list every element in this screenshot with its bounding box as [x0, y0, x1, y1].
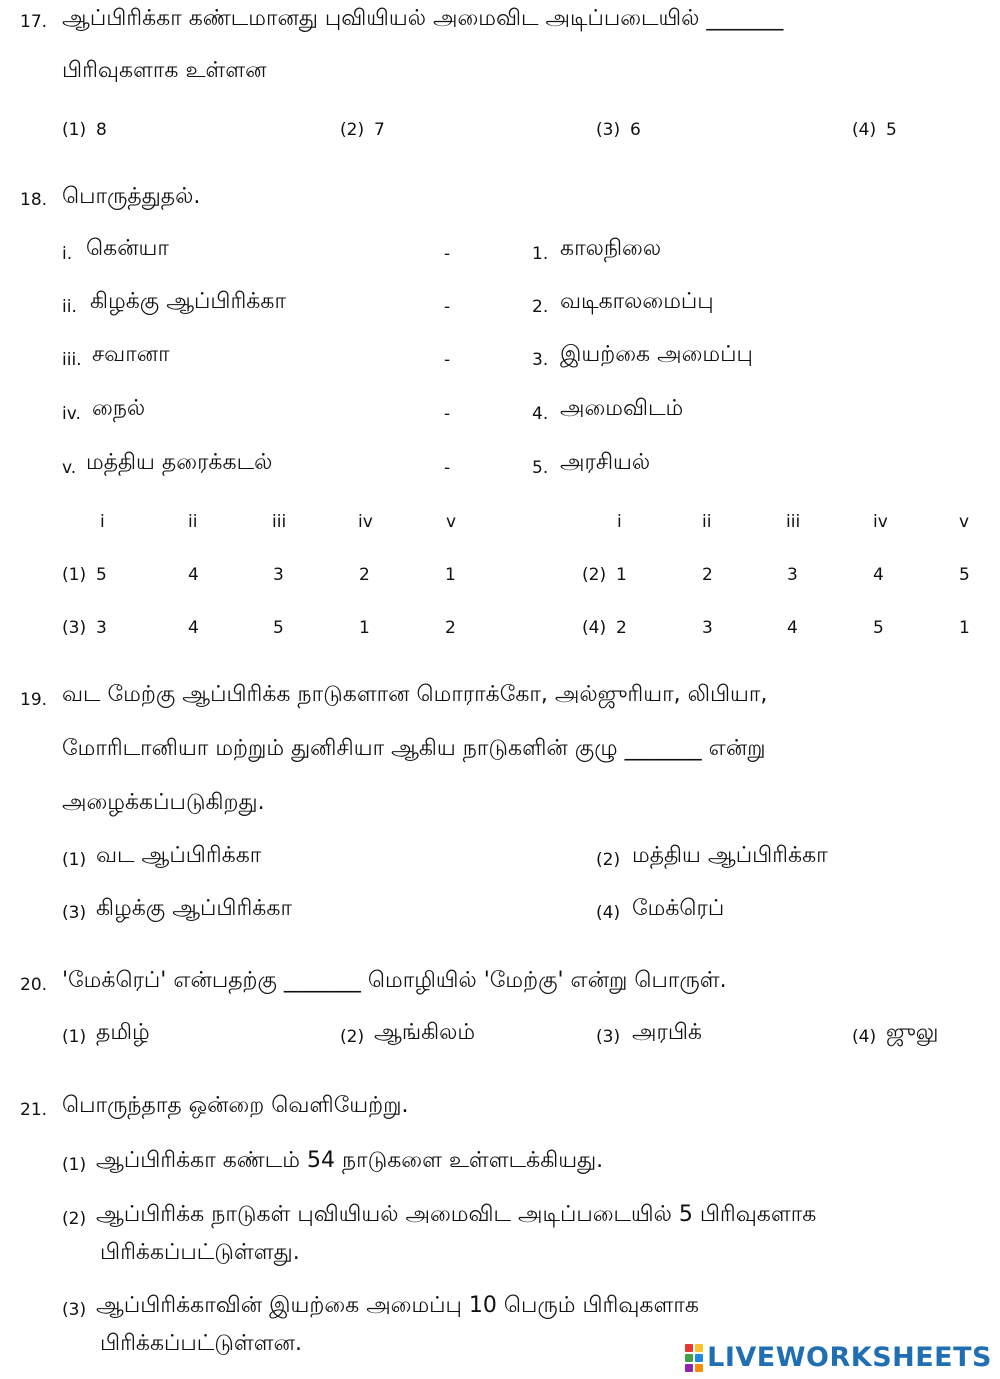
option-text[interactable]: ஜுலு	[886, 1020, 939, 1045]
option-text[interactable]: 6	[630, 120, 641, 140]
right-item-text: வடிகாலமைப்பு	[560, 289, 714, 314]
option-value: 3	[787, 565, 798, 585]
question-text: பொருந்தாத ஒன்றை வெளியேற்று.	[62, 1093, 409, 1118]
right-item-label: 3.	[532, 350, 549, 370]
option-text[interactable]: ஆப்பிரிக்கா கண்டம் 54 நாடுகளை உள்ளடக்கியது.	[96, 1148, 604, 1173]
option-text-cont: பிரிக்கப்பட்டுள்ளது.	[100, 1240, 300, 1265]
option-label: (3)	[596, 120, 621, 140]
option-label: (4)	[852, 1027, 877, 1047]
question-text: 'மேக்ரெப்' என்பதற்கு _______ மொழியில் 'மேற்கு' என்று பொருள்.	[62, 968, 727, 993]
left-item-text: நைல்	[92, 396, 146, 421]
left-item-label: iii.	[62, 350, 82, 370]
question-number: 17.	[20, 12, 48, 32]
option-value: 4	[787, 618, 798, 638]
option-label: (1)	[62, 1155, 87, 1175]
option-text[interactable]: ஆப்பிரிக்காவின் இயற்கை அமைப்பு 10 பெரும் பிரிவுகளாக	[96, 1293, 699, 1318]
left-item-label: ii.	[62, 297, 77, 317]
left-item-label: v.	[62, 458, 77, 478]
column-header: iii	[786, 512, 801, 532]
option-label: (3)	[62, 1300, 87, 1320]
match-dash: -	[444, 458, 451, 478]
right-item-label: 2.	[532, 297, 549, 317]
option-text[interactable]: தமிழ்	[96, 1020, 150, 1045]
right-item-label: 5.	[532, 458, 549, 478]
option-text[interactable]: கிழக்கு ஆப்பிரிக்கா	[96, 896, 292, 921]
option-text-cont: பிரிக்கப்பட்டுள்ளன.	[100, 1331, 302, 1356]
option-value: 1	[359, 618, 370, 638]
left-item-text: கிழக்கு ஆப்பிரிக்கா	[90, 289, 286, 314]
option-label: (2)	[582, 565, 607, 585]
option-value: 4	[188, 618, 199, 638]
match-dash: -	[444, 297, 451, 317]
right-item-text: அரசியல்	[560, 450, 651, 475]
option-label: (4)	[596, 903, 621, 923]
option-label: (1)	[62, 1027, 87, 1047]
watermark-text: LIVEWORKSHEETS	[707, 1342, 992, 1373]
match-dash: -	[444, 350, 451, 370]
left-item-label: iv.	[62, 404, 81, 424]
column-header: i	[617, 512, 622, 532]
column-header: i	[100, 512, 105, 532]
option-value: 5	[959, 565, 970, 585]
option-label: (2)	[340, 1027, 365, 1047]
option-label: (2)	[596, 850, 621, 870]
liveworksheets-watermark	[685, 1342, 992, 1373]
option-value: 2	[445, 618, 456, 638]
option-text[interactable]: ஆங்கிலம்	[374, 1020, 476, 1045]
right-item-label: 4.	[532, 404, 549, 424]
question-number: 20.	[20, 975, 48, 995]
question-text-cont: பிரிவுகளாக உள்ளன	[62, 58, 267, 83]
liveworksheets-logo-icon	[685, 1344, 703, 1372]
option-label: (3)	[596, 1027, 621, 1047]
match-dash: -	[444, 244, 451, 264]
option-value: 5	[873, 618, 884, 638]
option-text[interactable]: 5	[886, 120, 897, 140]
option-text[interactable]: வட ஆப்பிரிக்கா	[96, 843, 262, 868]
option-label: (3)	[62, 903, 87, 923]
option-label: (1)	[62, 565, 87, 585]
question-text-cont: மோரிடானியா மற்றும் துனிசியா ஆகிய நாடுகளின் குழு _______ என்று	[62, 736, 766, 761]
column-header: v	[446, 512, 457, 532]
question-number: 21.	[20, 1100, 48, 1120]
question-text: பொருத்துதல்.	[62, 184, 201, 209]
option-value: 2	[359, 565, 370, 585]
column-header: v	[959, 512, 970, 532]
option-value: 5	[96, 565, 107, 585]
option-value: 1	[445, 565, 456, 585]
option-text[interactable]: அரபிக்	[632, 1020, 702, 1045]
option-value: 2	[702, 565, 713, 585]
match-dash: -	[444, 404, 451, 424]
option-value: 1	[616, 565, 627, 585]
column-header: iv	[358, 512, 373, 532]
option-label: (1)	[62, 120, 87, 140]
option-value: 1	[959, 618, 970, 638]
option-text[interactable]: 8	[96, 120, 107, 140]
column-header: iii	[272, 512, 287, 532]
option-label: (4)	[852, 120, 877, 140]
option-text[interactable]: 7	[374, 120, 385, 140]
right-item-label: 1.	[532, 244, 549, 264]
left-item-text: மத்திய தரைக்கடல்	[86, 450, 273, 475]
option-label: (4)	[582, 618, 607, 638]
question-number: 19.	[20, 690, 48, 710]
question-text-cont: அழைக்கப்படுகிறது.	[62, 790, 265, 815]
right-item-text: அமைவிடம்	[560, 396, 684, 421]
option-value: 3	[96, 618, 107, 638]
option-value: 5	[273, 618, 284, 638]
column-header: iv	[873, 512, 888, 532]
left-item-text: கென்யா	[86, 236, 169, 261]
option-text[interactable]: மத்திய ஆப்பிரிக்கா	[632, 843, 828, 868]
option-label: (1)	[62, 850, 87, 870]
question-number: 18.	[20, 190, 48, 210]
column-header: ii	[188, 512, 198, 532]
left-item-text: சவானா	[92, 342, 170, 367]
right-item-text: இயற்கை அமைப்பு	[560, 342, 753, 367]
option-label: (2)	[62, 1209, 87, 1229]
question-text: வட மேற்கு ஆப்பிரிக்க நாடுகளான மொராக்கோ, அல்ஜுரியா, லிபியா,	[62, 682, 768, 707]
right-item-text: காலநிலை	[560, 236, 662, 261]
option-label: (3)	[62, 618, 87, 638]
option-value: 3	[273, 565, 284, 585]
option-value: 4	[873, 565, 884, 585]
option-value: 2	[616, 618, 627, 638]
option-text[interactable]: மேக்ரெப்	[632, 896, 725, 921]
column-header: ii	[702, 512, 712, 532]
option-label: (2)	[340, 120, 365, 140]
question-text: ஆப்பிரிக்கா கண்டமானது புவியியல் அமைவிட அடிப்படையில் _______	[62, 6, 784, 31]
option-value: 3	[702, 618, 713, 638]
left-item-label: i.	[62, 244, 73, 264]
option-value: 4	[188, 565, 199, 585]
option-text[interactable]: ஆப்பிரிக்க நாடுகள் புவியியல் அமைவிட அடிப்படையில் 5 பிரிவுகளாக	[96, 1202, 817, 1227]
